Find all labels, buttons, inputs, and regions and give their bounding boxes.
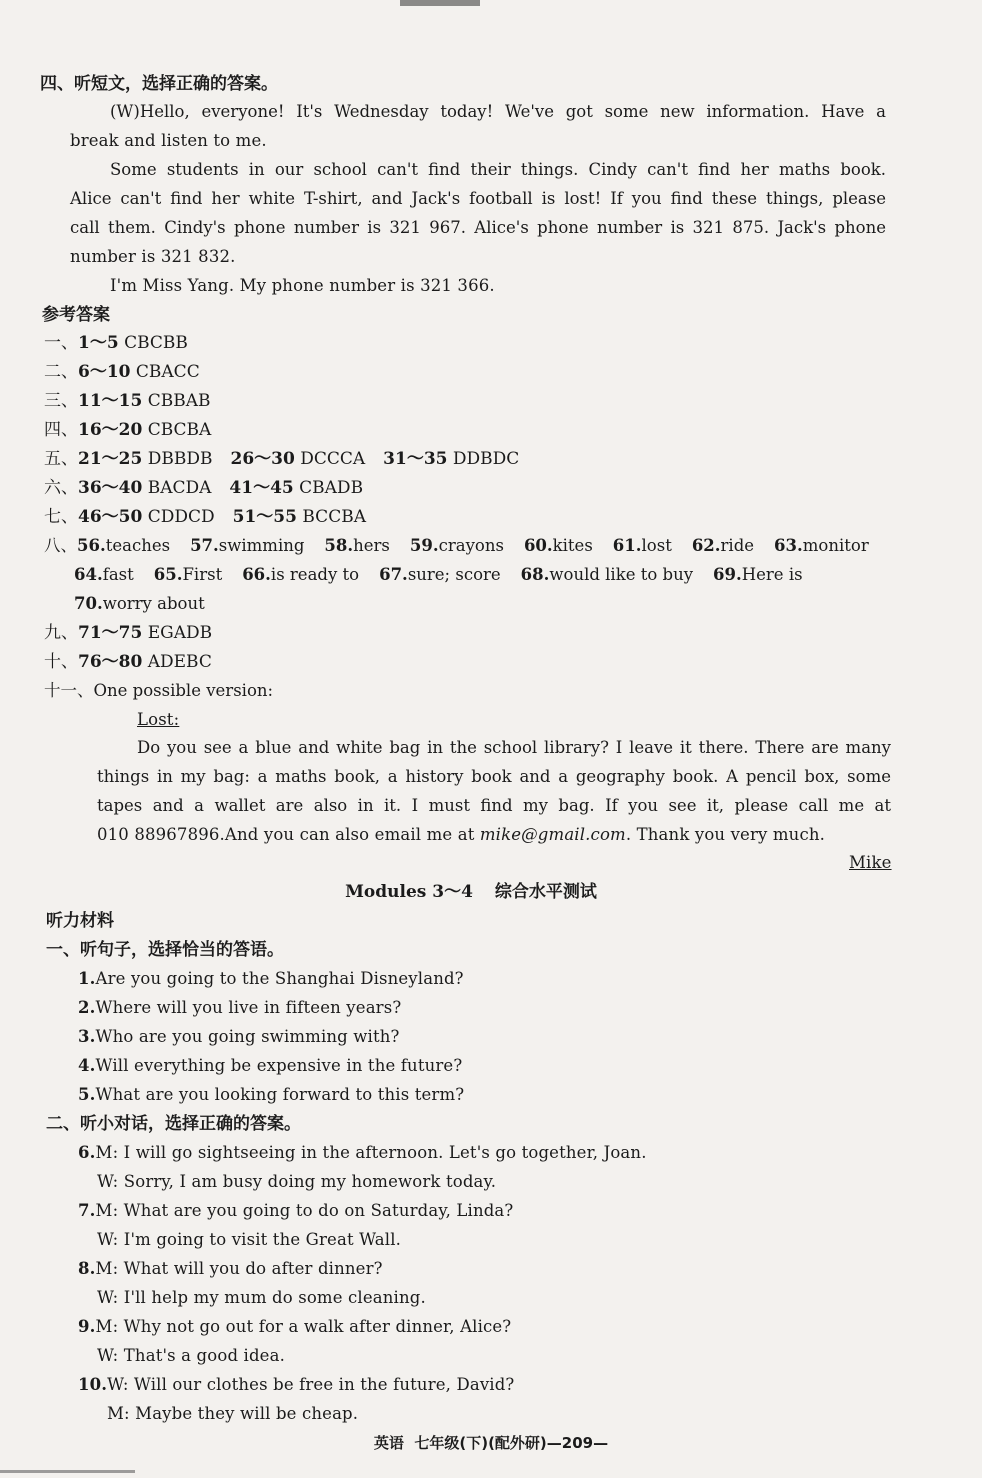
- answer-row: 64.fast 65.First 66.is ready to 67.sure; score 68.would like to buy 69.Here is: [74, 565, 803, 584]
- dialogue-line: 6.M: I will go sightseeing in the afternoon. Let's go together, Joan.: [78, 1143, 647, 1162]
- answer-row: 70.worry about: [74, 594, 205, 613]
- notice-signature: Mike: [849, 853, 892, 872]
- dialogue-line: W: I'll help my mum do some cleaning.: [97, 1288, 426, 1307]
- answer-row: 七、46～50 CDDCD 51～55 BCCBA: [44, 507, 366, 527]
- top-edge-mark: [400, 0, 480, 6]
- answer-row: 一、1～5 CBCBB: [44, 333, 188, 353]
- dialogue-line: W: That's a good idea.: [97, 1346, 285, 1365]
- dialogue-line: 10.W: Will our clothes be free in the future, David?: [78, 1375, 515, 1394]
- dialogue-line: 9.M: Why not go out for a walk after dinner, Alice?: [78, 1317, 512, 1336]
- question-line: 1.Are you going to the Shanghai Disneyland?: [78, 969, 464, 988]
- dialogue-line: 8.M: What will you do after dinner?: [78, 1259, 383, 1278]
- test-title: Modules 3～4 综合水平测试: [345, 882, 597, 902]
- material-heading: 听力材料: [46, 911, 114, 931]
- notice-line: things in my bag: a maths book, a history book and a geography book. A pencil box, some: [97, 767, 891, 786]
- answer-row: 八、56.teaches 57.swimming 58.hers 59.crayons 60.kites 61.lost 62.ride 63.monitor: [44, 536, 869, 555]
- answer-row: 四、16～20 CBCBA: [44, 420, 212, 440]
- section-heading: 一、听句子，选择恰当的答语。: [46, 940, 284, 960]
- answer-row: 三、11～15 CBBAB: [44, 391, 211, 411]
- paragraph-line: number is 321 832.: [70, 247, 236, 266]
- notice-line: 010 88967896.And you can also email me at mike@gmail.com. Thank you very much.: [97, 825, 826, 844]
- answer-row: 六、36～40 BACDA 41～45 CBADB: [44, 478, 364, 498]
- notice-line: tapes and a wallet are also in it. I must find my bag. If you see it, please call me at: [97, 796, 891, 815]
- section-heading: 二、听小对话，选择正确的答案。: [46, 1114, 301, 1134]
- paragraph-line: Some students in our school can't find their things. Cindy can't find her maths book.: [110, 160, 886, 179]
- paragraph-line: (W)Hello, everyone! It's Wednesday today! We've got some new information. Have a: [110, 102, 886, 121]
- dialogue-line: 7.M: What are you going to do on Saturday, Linda?: [78, 1201, 514, 1220]
- paragraph-line: I'm Miss Yang. My phone number is 321 366.: [110, 276, 495, 295]
- dialogue-line: W: I'm going to visit the Great Wall.: [97, 1230, 402, 1249]
- page-footer: 英语 七年级(下)(配外研)—209—: [373, 1434, 609, 1452]
- question-line: 4.Will everything be expensive in the future?: [78, 1056, 463, 1075]
- question-line: 5.What are you looking forward to this term?: [78, 1085, 465, 1104]
- email-address: mike@gmail.com: [479, 825, 626, 844]
- question-line: 2.Where will you live in fifteen years?: [78, 998, 402, 1017]
- page-number: —209—: [546, 1434, 609, 1452]
- answer-row: 十、76～80 ADEBC: [44, 652, 212, 672]
- paragraph-line: call them. Cindy's phone number is 321 967. Alice's phone number is 321 875. Jack's phone: [70, 218, 886, 237]
- answer-row: 九、71～75 EGADB: [44, 623, 213, 643]
- answer-row: 十一、One possible version:: [44, 681, 274, 700]
- bottom-edge-mark: [0, 1470, 135, 1473]
- paragraph-line: Alice can't find her white T-shirt, and Jack's football is lost! If you find these things, please: [70, 189, 886, 208]
- dialogue-line: W: Sorry, I am busy doing my homework today.: [97, 1172, 497, 1191]
- dialogue-line: M: Maybe they will be cheap.: [107, 1404, 359, 1423]
- section-heading: 四、听短文，选择正确的答案。: [40, 74, 278, 94]
- answer-row: 二、6～10 CBACC: [44, 362, 200, 382]
- question-line: 3.Who are you going swimming with?: [78, 1027, 400, 1046]
- paragraph-line: break and listen to me.: [70, 131, 267, 150]
- answers-heading: 参考答案: [42, 305, 110, 325]
- notice-title: Lost:: [137, 710, 180, 729]
- answer-row: 五、21～25 DBBDB 26～30 DCCCA 31～35 DDBDC: [44, 449, 520, 469]
- notice-line: Do you see a blue and white bag in the school library? I leave it there. There are many: [137, 738, 891, 757]
